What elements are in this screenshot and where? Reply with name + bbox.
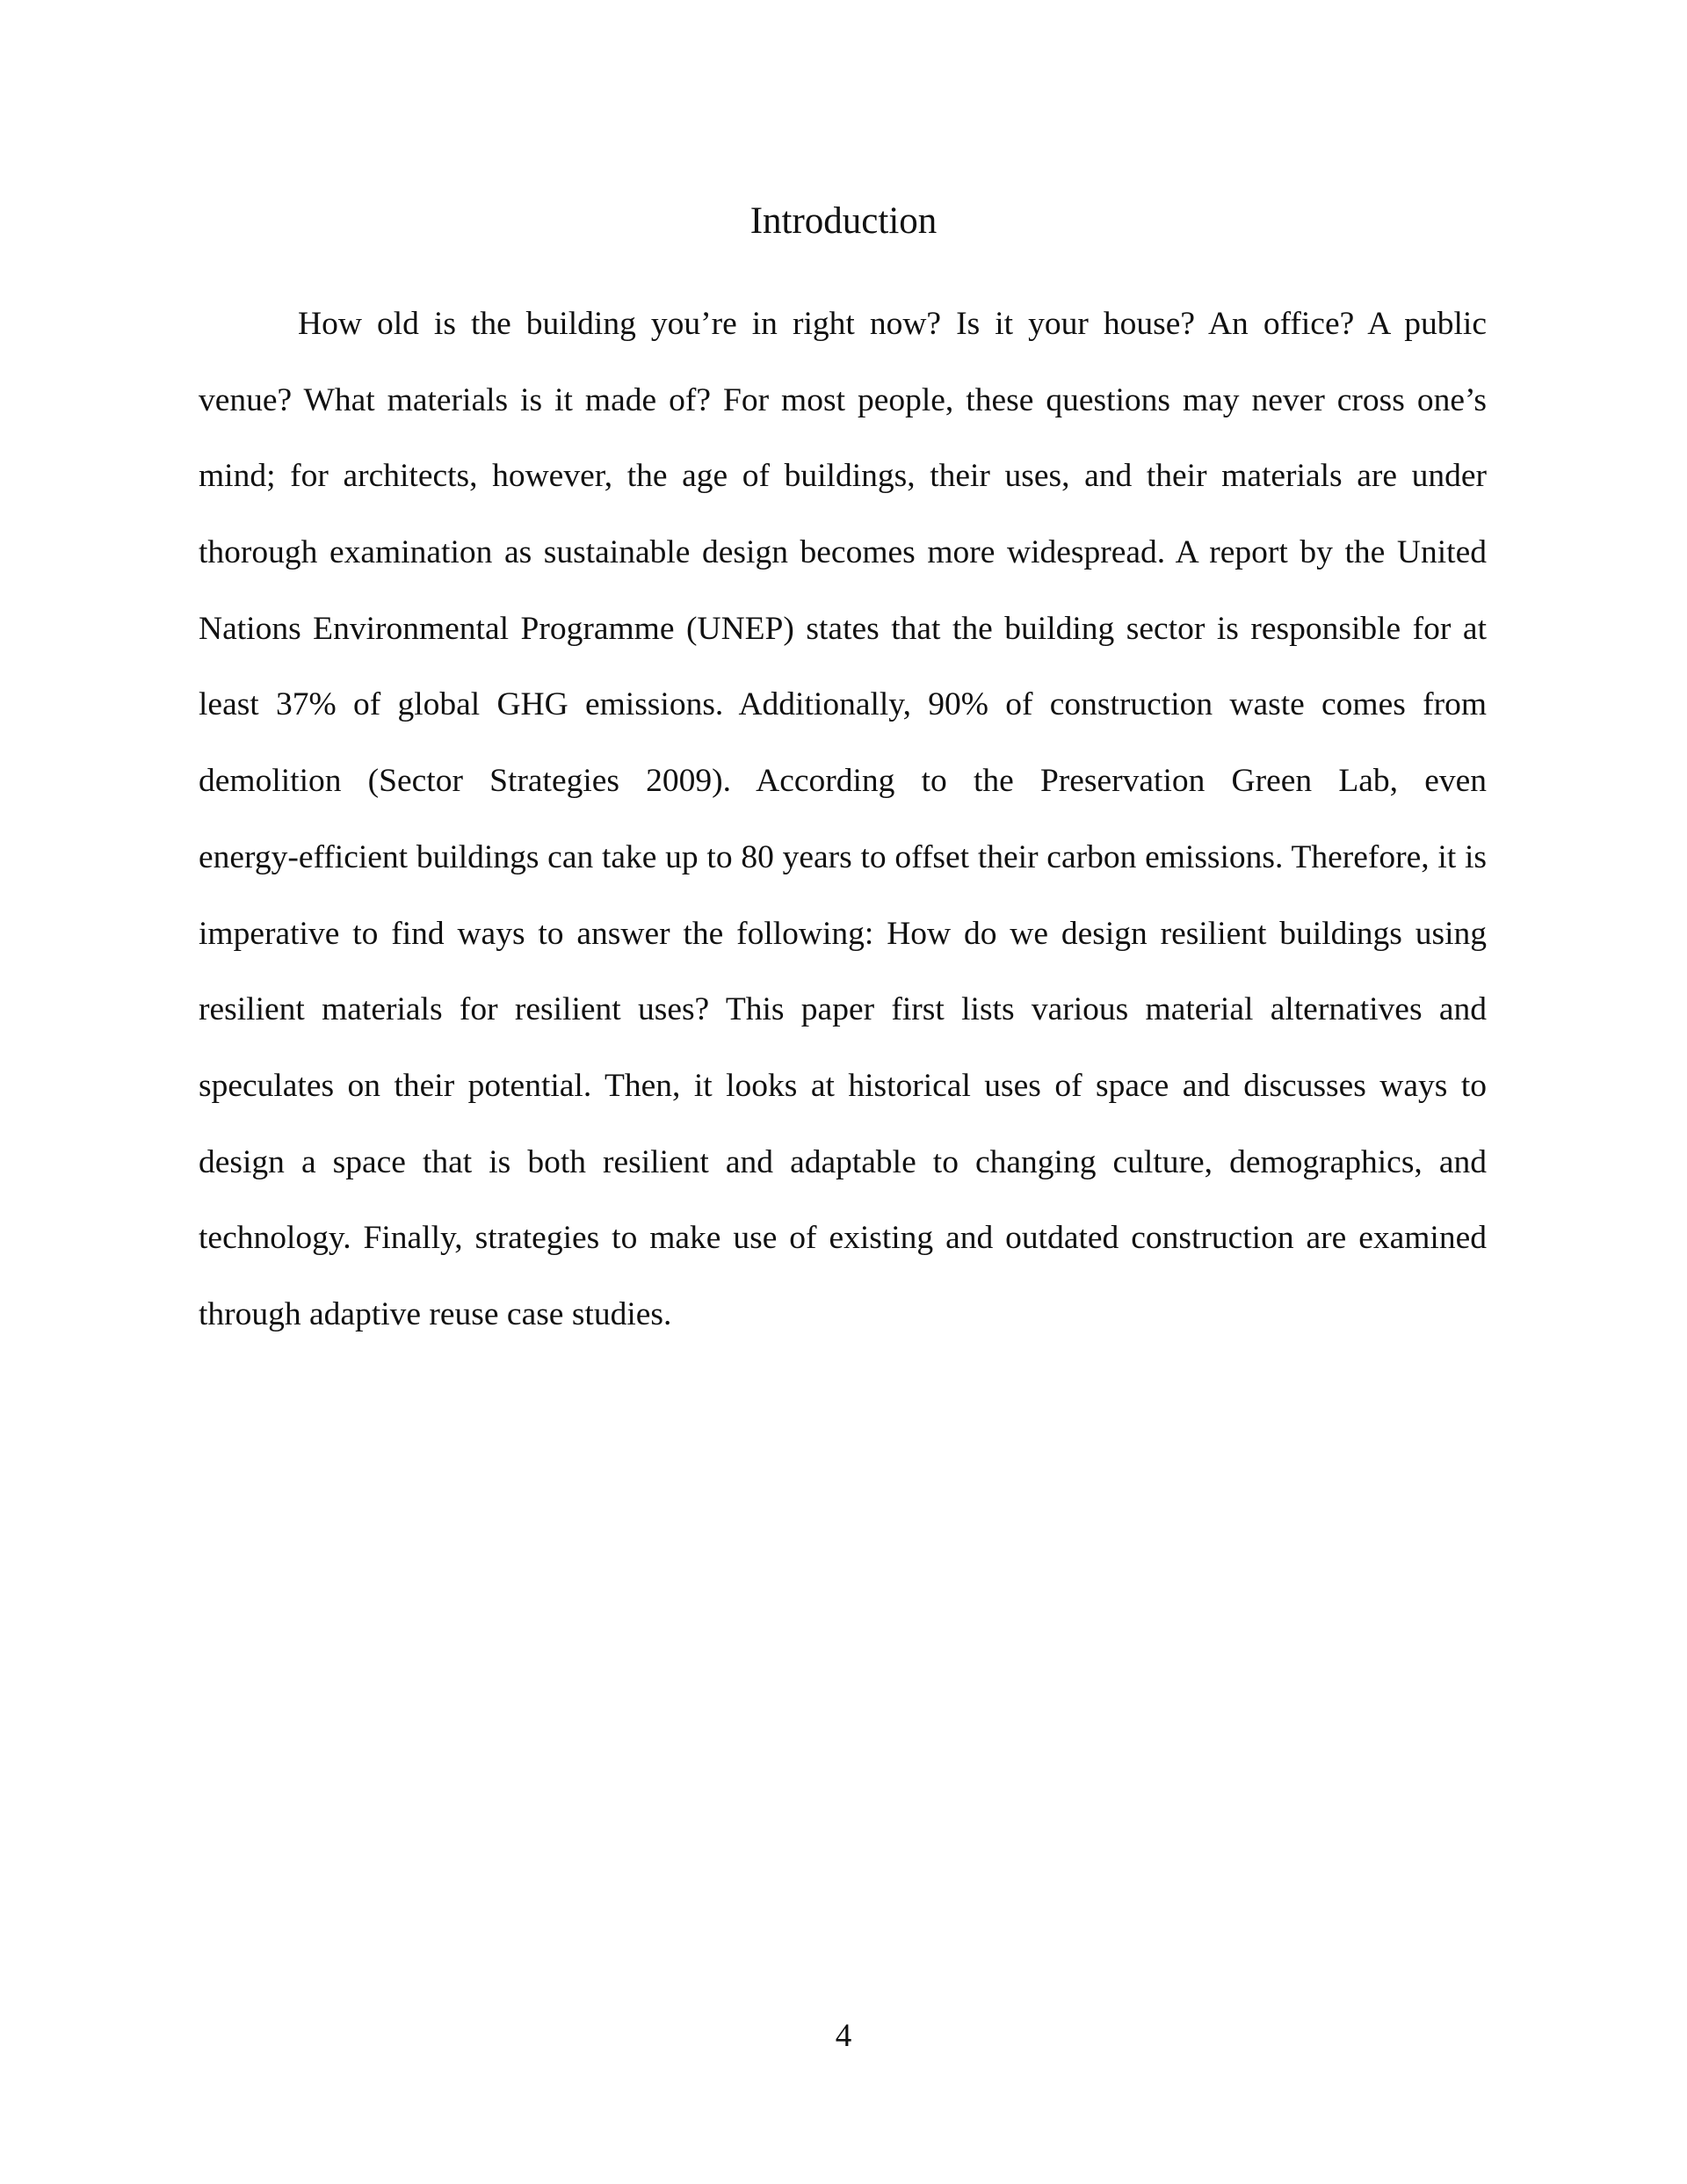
introduction-paragraph xyxy=(199,298,1487,1365)
paragraph-line: demolition (Sector Strategies 2009). According to the Preservation Green Lab, even xyxy=(199,763,1487,800)
paragraph-line: Nations Environmental Programme (UNEP) states that the building sector is responsible for at xyxy=(199,610,1487,647)
paragraph-line: imperative to find ways to answer the following: How do we design resilient buildings using xyxy=(199,915,1487,952)
paragraph-line: venue? What materials is it made of? For most people, these questions may never cross one’s xyxy=(199,381,1487,418)
page-number: 4 xyxy=(835,2018,852,2054)
paragraph-line: energy-efficient buildings can take up to 80 years to offset their carbon emissions. Therefore, it is xyxy=(199,838,1487,875)
paragraph-line: mind; for architects, however, the age of buildings, their uses, and their materials are under xyxy=(199,458,1487,495)
paragraph-line: speculates on their potential. Then, it looks at historical uses of space and discusses ways to xyxy=(199,1067,1487,1104)
section-heading: Introduction xyxy=(749,200,938,242)
paragraph-line: How old is the building you’re in right now? Is it your house? An office? A public xyxy=(298,306,1487,342)
paragraph-line: through adaptive reuse case studies. xyxy=(199,1295,672,1332)
paragraph-line: technology. Finally, strategies to make use of existing and outdated construction are examined xyxy=(199,1220,1487,1257)
paragraph-line: design a space that is both resilient and adaptable to changing culture, demographics, and xyxy=(199,1143,1487,1180)
paragraph-line: thorough examination as sustainable design becomes more widespread. A report by the United xyxy=(199,534,1487,571)
paragraph-line: least 37% of global GHG emissions. Additionally, 90% of construction waste comes from xyxy=(199,686,1487,723)
paragraph-line: resilient materials for resilient uses? This paper first lists various material alternatives and xyxy=(199,991,1487,1028)
